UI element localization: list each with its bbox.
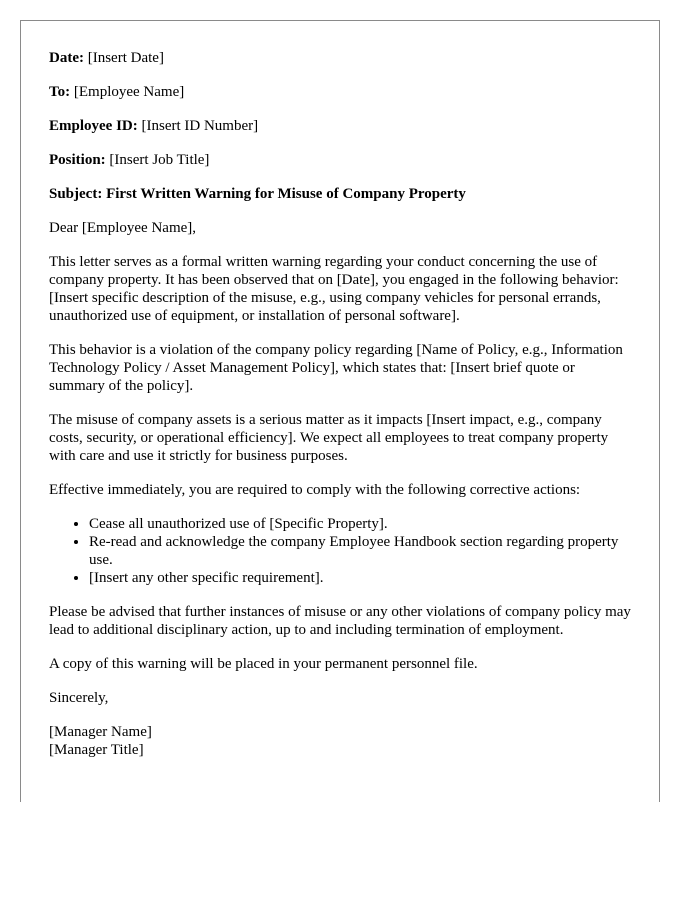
list-item: • [Insert any other specific requirement]. [89,569,631,587]
to-line [49,83,631,101]
paragraph-policy: This behavior is a violation of the company policy regarding [Name of Policy, e.g., Information Technology Policy / Asset Management Policy], which states that: [Insert brief quote or summary of the policy]. [49,342,623,394]
date-value: [Insert Date] [87,50,164,66]
date-line [49,49,631,67]
position-label: Position: [49,152,106,168]
paragraph-actions-intro: Effective immediately, you are required to comply with the following corrective actions: [49,482,581,498]
employee-id-value: [Insert ID Number] [141,118,259,134]
position-value: [Insert Job Title] [109,152,210,168]
closing: Sincerely, [49,690,109,706]
date-label: Date: [49,50,84,66]
paragraph-observation: This letter serves as a formal written warning regarding your conduct concerning the use of company property. It has been observed that on [Date], you engaged in the following behavior: [Insert specific description of the misuse, e.g., using company vehicles for personal errands, unauthorized use of equipment, or installation of personal software]. [49,254,619,324]
paragraph-impact: The misuse of company assets is a serious matter as it impacts [Insert impact, e.g., company costs, security, or operational efficiency]. We expect all employees to treat company property with care and use it strictly for business purposes. [49,412,609,464]
list-item: • Cease all unauthorized use of [Specific Property]. [89,515,631,533]
position-line [49,151,631,169]
to-value: [Employee Name] [73,84,185,100]
employee-id-line [49,117,631,135]
letter-page [20,20,660,802]
employee-id-label: Employee ID: [49,118,138,134]
to-label: To: [49,84,71,100]
list-item: • Re-read and acknowledge the company Employee Handbook section regarding property use. [89,533,631,569]
salutation: Dear [Employee Name], [49,220,197,236]
manager-title: [Manager Title] [49,742,144,758]
paragraph-file-copy: A copy of this warning will be placed in your permanent personnel file. [49,656,478,672]
paragraph-consequences: Please be advised that further instances of misuse or any other violations of company policy may lead to additional disciplinary action, up to and including termination of employment. [49,604,631,638]
corrective-actions-list [49,515,631,587]
subject-line: Subject: First Written Warning for Misuse of Company Property [49,186,466,202]
manager-name: [Manager Name] [49,724,152,740]
